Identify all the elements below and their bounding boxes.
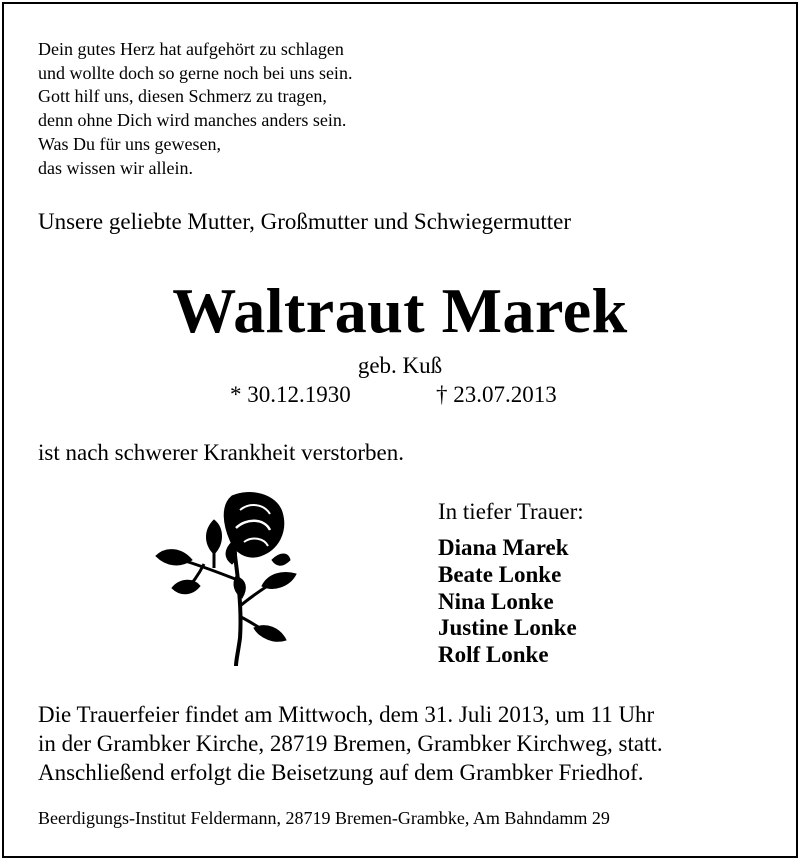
birth-date: * 30.12.1930 — [230, 382, 351, 407]
funeral-line: in der Grambker Kirche, 28719 Bremen, Grambker Kirchweg, statt. — [38, 731, 663, 756]
mourner-name: Nina Lonke — [438, 588, 554, 614]
poem-line: Dein gutes Herz hat aufgehört zu schlagen — [38, 39, 344, 59]
funeral-details — [38, 700, 663, 787]
poem-line: denn ohne Dich wird manches anders sein. — [38, 110, 347, 131]
funeral-line: Die Trauerfeier findet am Mittwoch, dem 31. Juli 2013, um 11 Uhr — [38, 702, 655, 727]
poem-line: Was Du für uns gewesen, — [38, 133, 222, 154]
funeral-line: Anschließend erfolgt die Beisetzung auf dem Grambker Friedhof. — [38, 760, 644, 785]
poem-line: Gott hilf uns, diesen Schmerz zu tragen, — [38, 86, 327, 107]
poem-line: das wissen wir allein. — [38, 157, 193, 178]
undertaker-info: Beerdigungs-Institut Feldermann, 28719 Bremen-Grambke, Am Bahndamm 29 — [38, 808, 610, 828]
poem-line: und wollte doch so gerne noch bei uns sein. — [38, 62, 353, 83]
death-date: † 23.07.2013 — [436, 382, 557, 407]
mourner-name: Rolf Lonke — [438, 642, 549, 668]
deceased-name: Waltraut Marek — [172, 275, 628, 346]
mourner-name: Diana Marek — [438, 535, 569, 560]
mourner-name: Beate Lonke — [438, 561, 562, 587]
mourner-list — [438, 535, 577, 669]
mourner-name: Justine Lonke — [438, 615, 577, 641]
poem — [38, 38, 352, 180]
rose-icon — [152, 488, 302, 668]
intro-text: Unsere geliebte Mutter, Großmutter und Schwiegermutter — [38, 209, 572, 234]
obituary-notice — [2, 2, 798, 858]
death-statement: ist nach schwerer Krankheit verstorben. — [38, 440, 404, 465]
mourning-label: In tiefer Trauer: — [438, 499, 584, 524]
maiden-name: geb. Kuß — [357, 353, 443, 378]
